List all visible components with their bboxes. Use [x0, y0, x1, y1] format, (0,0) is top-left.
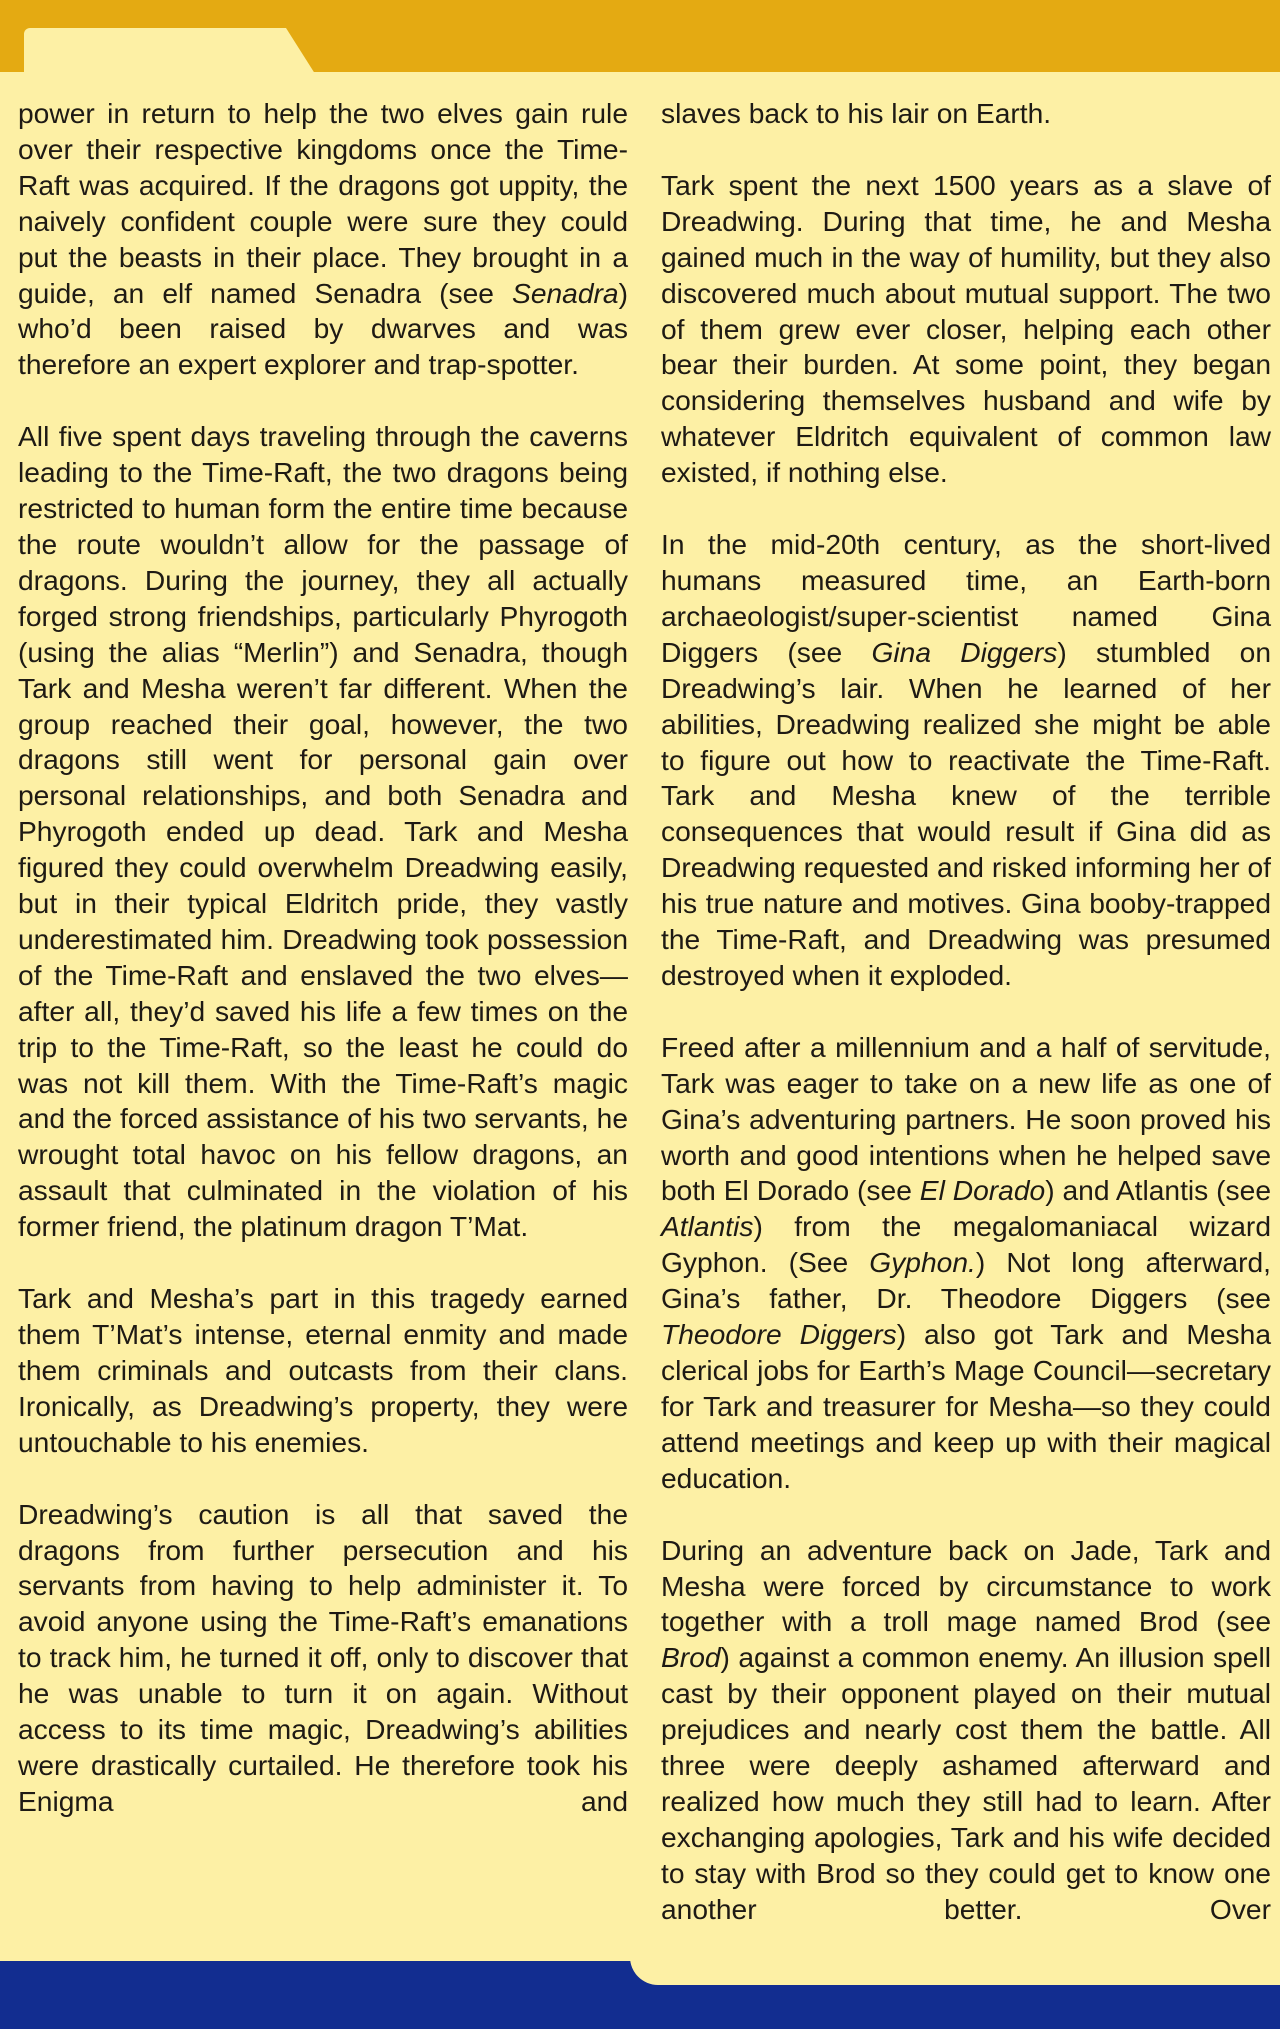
paragraph	[661, 1533, 1271, 1928]
text-run: ) Not long afterward, Gina’s father, Dr. Theodore Diggers (see	[661, 1246, 1271, 1315]
paragraph	[18, 96, 628, 383]
paragraph: Dreadwing’s caution is all that saved the dragons from further persecution and his servants from having to help administer it. To avoid anyone using the Time-Raft’s emanations to track him, he turned it off, only to discover that he was unable to turn it on again. Without access to its time magic, Dreadwing’s abilities were drastically curtailed. He therefore took his Enigma and	[18, 1497, 628, 1817]
paragraph: slaves back to his lair on Earth.	[661, 97, 1052, 129]
right-column	[661, 96, 1271, 1928]
paragraph	[661, 527, 1271, 994]
text-run: ) stumbled on Dreadwing’s lair. When he learned of her abilities, Dreadwing realized she might be able to figure out how to reactivate the Time-Raft. Tark and Mesha knew of the terrible consequences that would result if Gina did as Dreadwing requested and risked informing her of his true nature and motives. Gina booby-trapped the Time-Raft, and Dreadwing was presumed destroyed when it exploded.	[661, 635, 1271, 991]
text-run: In the mid-20th century, as the short-lived humans measured time, an Earth-born archaeologist/super-scientist named Gina Diggers (see	[661, 528, 1271, 668]
left-column	[18, 96, 628, 1820]
cross-reference: Gyphon.	[869, 1246, 976, 1279]
text-run: During an adventure back on Jade, Tark and Mesha were forced by circumstance to work together with a troll mage named Brod (see	[661, 1533, 1271, 1638]
text-run: power in return to help the two elves gain rule over their respective kingdoms once the Time-Raft was acquired. If the dragons got uppity, the naively confident couple were sure they could put the beasts in their place. They brought in a guide, an elf named Senadra (see	[18, 97, 628, 309]
bottom-folder-tab	[630, 1945, 1280, 1985]
cross-reference: Senadra	[512, 276, 619, 309]
paragraph: Tark and Mesha’s part in this tragedy earned them T’Mat’s intense, eternal enmity and made them criminals and outcasts from their clans. Ironically, as Dreadwing’s property, they were untouchable to his enemies.	[18, 1282, 628, 1458]
text-run: ) also got Tark and Mesha clerical jobs for Earth’s Mage Council—secretary for Tark and treasurer for Mesha—so they could attend meetings and keep up with their magical education.	[661, 1318, 1271, 1494]
text-run: ) from the megalomaniacal wizard Gyphon. (See	[661, 1210, 1271, 1279]
cross-reference: Theodore Diggers	[661, 1318, 897, 1351]
text-run: Freed after a millennium and a half of servitude, Tark was eager to take on a new life as one of Gina’s adventuring partners. He soon proved his worth and good intentions when he helped save both El Dorado (see	[661, 1030, 1271, 1207]
cross-reference: Atlantis	[661, 1210, 754, 1243]
cross-reference: El Dorado	[919, 1174, 1046, 1207]
text-run: ) who’d been raised by dwarves and was therefore an expert explorer and trap-spotter.	[18, 276, 628, 381]
text-run: ) and Atlantis (see	[1045, 1174, 1271, 1207]
cross-reference: Gina Diggers	[871, 635, 1058, 668]
cross-reference: Brod	[661, 1641, 721, 1674]
paragraph: All five spent days traveling through the caverns leading to the Time-Raft, the two dragons being restricted to human form the entire time because the route wouldn’t allow for the passage of dragons. During the journey, they all actually forged strong friendships, particularly Phyrogoth (using the alias “Merlin”) and Senadra, though Tark and Mesha weren’t far different. When the group reached their goal, however, the two dragons still went for personal gain over personal relationships, and both Senadra and Phyrogoth ended up dead. Tark and Mesha figured they could overwhelm Dreadwing easily, but in their typical Eldritch pride, they vastly underestimated him. Dreadwing took possession of the Time-Raft and enslaved the two elves—after all, they’d saved his life a few times on the trip to the Time-Raft, so the least he could do was not kill them. With the Time-Raft’s magic and the forced assistance of his two servants, he wrought total havoc on his fellow dragons, an assault that culminated in the violation of his former friend, the platinum dragon T’Mat.	[18, 420, 628, 1243]
paragraph	[661, 1030, 1271, 1497]
paragraph: Tark spent the next 1500 years as a slave of Dreadwing. During that time, he and Mesha gained much in the way of humility, but they also discovered much about mutual support. The two of them grew ever closer, helping each other bear their burden. At some point, they began considering themselves husband and wife by whatever Eldritch equivalent of common law existed, if nothing else.	[661, 168, 1271, 489]
text-run: ) against a common enemy. An illusion spell cast by their opponent played on their mutual prejudices and nearly cost them the battle. All three were deeply ashamed afterward and realized how much they still had to learn. After exchanging apologies, Tark and his wife decided to stay with Brod so they could get to know one another better. Over	[661, 1641, 1271, 1925]
